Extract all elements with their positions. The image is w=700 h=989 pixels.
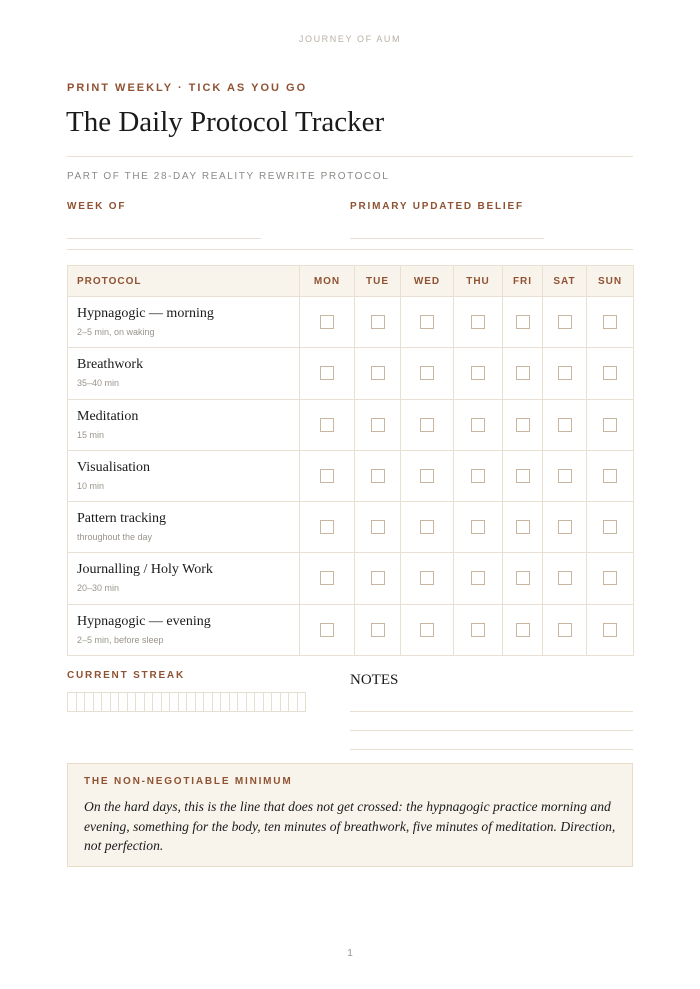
protocol-duration: 20–30 min: [77, 583, 120, 594]
protocol-duration: 35–40 min: [77, 378, 120, 389]
protocol-duration: 10 min: [77, 480, 105, 491]
checkbox[interactable]: [516, 623, 530, 637]
protocol-tracker-table: [67, 265, 634, 656]
day-cell-wed: [401, 502, 454, 553]
table-row: [68, 553, 634, 604]
checkbox[interactable]: [516, 418, 530, 432]
table-row: [68, 348, 634, 399]
day-cell-mon: [300, 399, 355, 450]
day-cell-wed: [401, 553, 454, 604]
protocol-name: Visualisation: [77, 459, 151, 475]
checkbox[interactable]: [516, 520, 530, 534]
checkbox[interactable]: [471, 315, 485, 329]
day-cell-mon: [300, 348, 355, 399]
day-cell-sat: [543, 297, 587, 348]
checkbox[interactable]: [471, 366, 485, 380]
day-cell-tue: [355, 502, 401, 553]
protocol-cell: [68, 297, 300, 348]
protocol-duration: 2–5 min, before sleep: [77, 634, 164, 645]
checkbox[interactable]: [320, 571, 334, 585]
checkbox[interactable]: [371, 623, 385, 637]
checkbox[interactable]: [558, 469, 572, 483]
day-cell-sat: [543, 502, 587, 553]
day-cell-sat: [543, 399, 587, 450]
page-number: 1: [347, 948, 353, 959]
brand-name: JOURNEY OF AUM: [298, 34, 402, 44]
day-cell-wed: [401, 399, 454, 450]
streak-cells: [67, 692, 305, 712]
minimum-body: On the hard days, this is the line that does not get crossed: the hypnagogic practice morning and evening, something for the body, ten minutes of breathwork, five minutes of meditation. Direction, not perfection.: [84, 799, 616, 853]
kicker-text: PRINT WEEKLY · TICK AS YOU GO: [67, 82, 308, 94]
protocol-name: Hypnagogic — morning: [77, 306, 214, 321]
day-cell-thu: [454, 399, 503, 450]
protocol-cell: [68, 502, 300, 553]
day-header-sat: SAT: [543, 266, 587, 297]
day-cell-sun: [587, 502, 634, 553]
day-cell-tue: [355, 348, 401, 399]
checkbox[interactable]: [558, 315, 572, 329]
day-cell-sun: [587, 297, 634, 348]
day-cell-sun: [587, 553, 634, 604]
checkbox[interactable]: [558, 571, 572, 585]
day-cell-mon: [300, 297, 355, 348]
notes-line[interactable]: [350, 711, 633, 712]
day-cell-sat: [543, 553, 587, 604]
day-cell-tue: [355, 553, 401, 604]
day-cell-fri: [503, 348, 543, 399]
protocol-name: Hypnagogic — evening: [77, 613, 211, 629]
protocol-name: Breathwork: [77, 357, 144, 373]
checkbox[interactable]: [603, 571, 617, 585]
day-cell-mon: [300, 450, 355, 501]
page-title: The Daily Protocol Tracker: [66, 106, 385, 138]
day-cell-sun: [587, 399, 634, 450]
checkbox[interactable]: [420, 571, 434, 585]
checkbox[interactable]: [320, 418, 334, 432]
day-cell-fri: [503, 553, 543, 604]
day-cell-mon: [300, 502, 355, 553]
checkbox[interactable]: [603, 469, 617, 483]
checkbox[interactable]: [516, 366, 530, 380]
day-cell-sat: [543, 604, 587, 655]
checkbox[interactable]: [420, 418, 434, 432]
checkbox[interactable]: [471, 571, 485, 585]
day-cell-thu: [454, 553, 503, 604]
checkbox[interactable]: [603, 315, 617, 329]
week-of-label: WEEK OF: [67, 201, 127, 212]
day-header-fri: FRI: [503, 266, 543, 297]
table-header-row: [68, 266, 634, 297]
protocol-name: Journalling / Holy Work: [77, 562, 213, 578]
day-cell-tue: [355, 450, 401, 501]
protocol-cell: [68, 604, 300, 655]
fields-divider: [67, 249, 633, 250]
protocol-cell: [68, 348, 300, 399]
day-cell-mon: [300, 553, 355, 604]
protocol-cell: [68, 399, 300, 450]
minimum-title: THE NON-NEGOTIABLE MINIMUM: [84, 776, 293, 787]
day-cell-sat: [543, 348, 587, 399]
protocol-column-header: PROTOCOL: [68, 266, 300, 297]
non-negotiable-minimum-panel: [67, 763, 633, 867]
checkbox[interactable]: [558, 418, 572, 432]
current-streak-label: CURRENT STREAK: [67, 670, 185, 681]
day-cell-fri: [503, 399, 543, 450]
checkbox[interactable]: [603, 366, 617, 380]
day-cell-thu: [454, 297, 503, 348]
day-header-thu: THU: [454, 266, 503, 297]
checkbox[interactable]: [420, 366, 434, 380]
day-cell-wed: [401, 450, 454, 501]
checkbox[interactable]: [471, 623, 485, 637]
table-row: [68, 297, 634, 348]
checkbox[interactable]: [603, 520, 617, 534]
checkbox[interactable]: [603, 623, 617, 637]
checkbox[interactable]: [420, 469, 434, 483]
checkbox[interactable]: [371, 418, 385, 432]
checkbox[interactable]: [516, 315, 530, 329]
day-cell-sun: [587, 450, 634, 501]
day-header-wed: WED: [401, 266, 454, 297]
day-cell-tue: [355, 297, 401, 348]
day-cell-mon: [300, 604, 355, 655]
checkbox[interactable]: [471, 418, 485, 432]
protocol-name: Meditation: [77, 408, 139, 424]
day-cell-sat: [543, 450, 587, 501]
table-row: [68, 604, 634, 655]
day-cell-thu: [454, 604, 503, 655]
checkbox[interactable]: [320, 366, 334, 380]
table-row: [68, 399, 634, 450]
day-cell-sun: [587, 348, 634, 399]
protocol-cell: [68, 553, 300, 604]
day-cell-sun: [587, 604, 634, 655]
day-cell-tue: [355, 604, 401, 655]
checkbox[interactable]: [558, 520, 572, 534]
notes-line[interactable]: [350, 730, 633, 731]
checkbox[interactable]: [516, 469, 530, 483]
day-cell-thu: [454, 450, 503, 501]
checkbox[interactable]: [320, 520, 334, 534]
protocol-duration: 15 min: [77, 429, 105, 440]
checkbox[interactable]: [603, 418, 617, 432]
checkbox[interactable]: [371, 366, 385, 380]
protocol-cell: [68, 450, 300, 501]
day-cell-fri: [503, 604, 543, 655]
checkbox[interactable]: [371, 315, 385, 329]
checkbox[interactable]: [471, 469, 485, 483]
week-of-field[interactable]: [67, 238, 261, 239]
checkbox[interactable]: [420, 520, 434, 534]
day-cell-fri: [503, 297, 543, 348]
protocol-duration: throughout the day: [77, 532, 153, 543]
checkbox[interactable]: [371, 520, 385, 534]
notes-line[interactable]: [350, 749, 633, 750]
checkbox[interactable]: [558, 366, 572, 380]
day-cell-wed: [401, 348, 454, 399]
day-header-mon: MON: [300, 266, 355, 297]
day-cell-fri: [503, 450, 543, 501]
page-subtitle: PART OF THE 28-DAY REALITY REWRITE PROTOCOL: [67, 171, 390, 182]
table-row: [68, 450, 634, 501]
title-divider: [67, 156, 633, 157]
day-cell-thu: [454, 502, 503, 553]
day-header-tue: TUE: [355, 266, 401, 297]
day-cell-tue: [355, 399, 401, 450]
streak-cell[interactable]: [297, 692, 307, 712]
notes-label: NOTES: [350, 672, 399, 688]
day-cell-fri: [503, 502, 543, 553]
checkbox[interactable]: [320, 469, 334, 483]
primary-belief-label: PRIMARY UPDATED BELIEF: [350, 201, 524, 212]
checkbox[interactable]: [558, 623, 572, 637]
checkbox[interactable]: [420, 623, 434, 637]
protocol-name: Pattern tracking: [77, 511, 167, 527]
checkbox[interactable]: [320, 623, 334, 637]
table-row: [68, 502, 634, 553]
checkbox[interactable]: [371, 469, 385, 483]
checkbox[interactable]: [320, 315, 334, 329]
checkbox[interactable]: [371, 571, 385, 585]
protocol-duration: 2–5 min, on waking: [77, 327, 155, 337]
checkbox[interactable]: [420, 315, 434, 329]
day-header-sun: SUN: [587, 266, 634, 297]
day-cell-wed: [401, 297, 454, 348]
checkbox[interactable]: [471, 520, 485, 534]
day-cell-thu: [454, 348, 503, 399]
checkbox[interactable]: [516, 571, 530, 585]
day-cell-wed: [401, 604, 454, 655]
primary-belief-field[interactable]: [350, 238, 544, 239]
